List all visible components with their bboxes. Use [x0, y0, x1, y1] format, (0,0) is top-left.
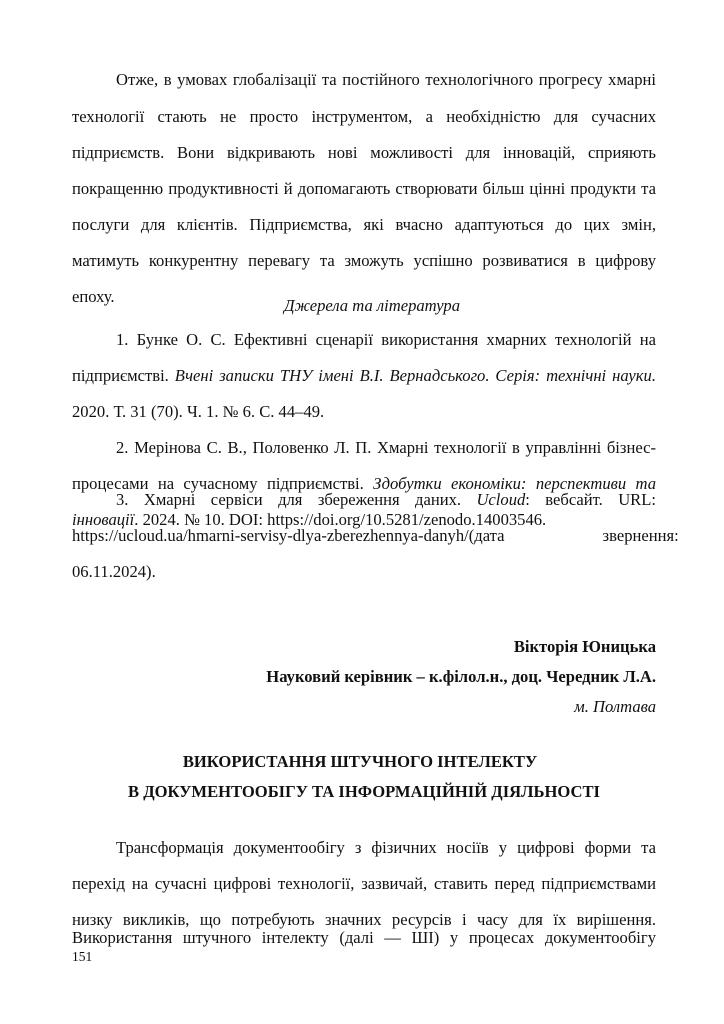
reference-text: (дата звернення:	[468, 526, 679, 545]
text-line	[116, 490, 656, 510]
text-line	[72, 526, 679, 546]
author-name: Вікторія Юницька	[513, 637, 656, 656]
text-line: Використання штучного інтелекту (далі — ШІ) у процесах документообігу	[72, 928, 656, 947]
text-line: перехід на сучасні цифрові технології, зазвичай, ставить перед підприємствами	[72, 874, 656, 893]
reference-text: : вебсайт. URL:	[525, 490, 657, 509]
text-line: 2. Мерінова С. В., Половенко Л. П. Хмарні технології в управлінні бізнес-	[116, 438, 656, 457]
reference-url[interactable]: https://ucloud.ua/hmarni-servisy-dlya-zberezhennya-danyh/	[72, 526, 469, 545]
text-line: технології стають не просто інструментом, а необхідністю для сучасних	[72, 107, 656, 126]
page-number: 151	[72, 949, 93, 964]
text-line: епоху.	[72, 287, 115, 306]
text-line: низку викликів, що потребують значних ресурсів і часу для їх вирішення.	[72, 910, 656, 929]
text-line: послуги для клієнтів. Підприємства, які вчасно адаптуються до цих змін,	[72, 215, 656, 234]
text-line: 1. Бунке О. С. Ефективні сценарії використання хмарних технологій на	[116, 330, 656, 349]
text-line: 06.11.2024).	[72, 562, 156, 581]
title-line-2: В ДОКУМЕНТООБІГУ ТА ІНФОРМАЦІЙНІЙ ДІЯЛЬНОСТІ	[127, 782, 600, 801]
references-heading: Джерела та література	[283, 296, 460, 315]
text-line: 2020. Т. 31 (70). Ч. 1. № 6. С. 44–49.	[72, 402, 325, 421]
reference-text: 3. Хмарні сервіси для збереження даних.	[116, 490, 477, 509]
journal-title: Вчені записки ТНУ імені В.І. Вернадського. Серія: технічні науки.	[174, 366, 656, 385]
text-line: матимуть конкурентну перевагу та зможуть успішно розвиватися в цифрову	[72, 251, 656, 270]
website-name: Ucloud	[476, 490, 526, 509]
supervisor-line: Науковий керівник – к.філол.н., доц. Чередник Л.А.	[266, 667, 656, 686]
text-line: Трансформація документообігу з фізичних носіїв у цифрові форми та	[116, 838, 656, 857]
reference-text: підприємстві.	[72, 366, 175, 385]
city: м. Полтава	[574, 697, 656, 716]
access-date-label	[469, 526, 679, 546]
text-line: підприємств. Вони відкривають нові можливості для інновацій, сприяють	[72, 143, 656, 162]
reference-text: процесами на сучасному підприємстві.	[72, 474, 374, 493]
text-line: покращенню продуктивності й допомагають створювати більш цінні продукти та	[72, 179, 656, 198]
journal-title: Здобутки економіки: перспективи та	[373, 474, 656, 493]
reference-text: . 2024. № 10. DOI: https://doi.org/10.5281/zenodo.14003546.	[134, 510, 547, 529]
journal-title: інновації	[72, 510, 135, 529]
title-line-1: ВИКОРИСТАННЯ ШТУЧНОГО ІНТЕЛЕКТУ	[182, 752, 538, 771]
text-line: Отже, в умовах глобалізації та постійного технологічного прогресу хмарні	[116, 70, 656, 89]
text-line	[72, 366, 656, 386]
